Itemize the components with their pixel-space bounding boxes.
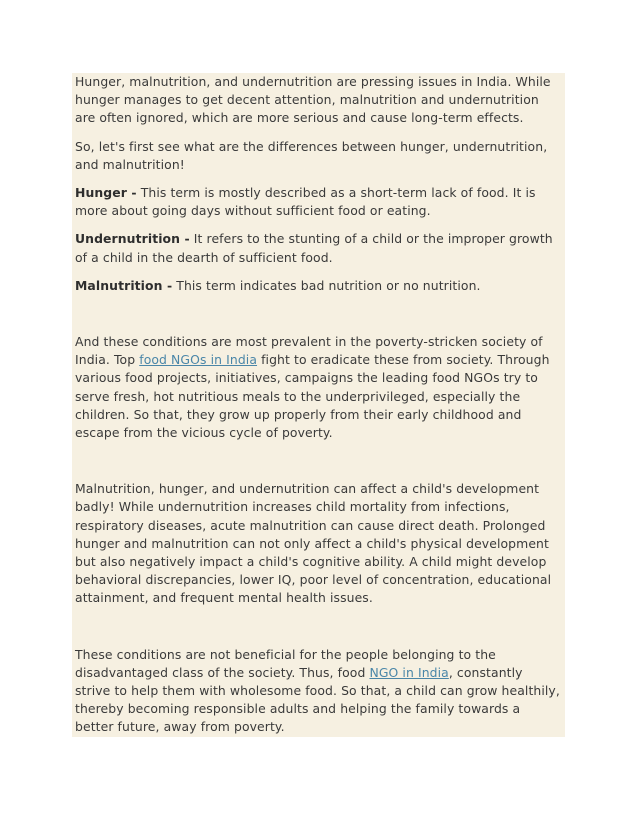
paragraph-intro: Hunger, malnutrition, and undernutrition are pressing issues in India. While hunger manages to get decent attention, malnutrition and undernutrition are often ignored, which are more serious and cause long-term effects. xyxy=(75,74,551,126)
term-malnutrition: Malnutrition - xyxy=(75,277,173,293)
spacer xyxy=(75,323,562,333)
spacer xyxy=(75,608,562,636)
ngo-in-india-link[interactable]: NGO in India xyxy=(369,664,449,680)
spacer xyxy=(75,295,562,323)
definition-malnutrition: This term indicates bad nutrition or no nutrition. xyxy=(172,277,481,293)
paragraph-undernutrition xyxy=(75,230,562,266)
paragraph-development: Malnutrition, hunger, and undernutrition can affect a child's development badly! While undernutrition increases child mortality from infections, respiratory diseases, acute malnutrition can cause direct death. Prolonged hunger and malnutrition can not only affect a child's physical development but also negatively impact a child's cognitive ability. A child might develop behavioral discrepancies, lower IQ, poor level of concentration, educational attainment, and frequent mental health issues. xyxy=(75,481,552,606)
definition-hunger: This term is mostly described as a short-term lack of food. It is more about going days without sufficient food or eating. xyxy=(75,185,536,219)
spacer xyxy=(75,442,562,470)
closing-text-start: These conditions are not beneficial for the people belonging to the disadvantaged class of the society. Thus, food xyxy=(75,646,496,680)
spacer xyxy=(75,267,562,277)
prevalent-text-end: fight to eradicate these from society. Through various food projects, initiatives, campaigns the leading food NGOs try to serve fresh, hot nutritious meals to the underprivileged, especially the children. So that, they grow up properly from their early childhood and escape from the vicious cycle of poverty. xyxy=(75,352,550,441)
paragraph-hunger xyxy=(75,184,562,220)
paragraph-malnutrition xyxy=(75,277,562,295)
prevalent-text-start: And these conditions are most prevalent in the poverty-stricken society of India. Top xyxy=(75,334,543,368)
document-body xyxy=(72,73,565,737)
paragraph-prevalent xyxy=(75,333,562,442)
term-hunger: Hunger - xyxy=(75,185,137,201)
spacer xyxy=(75,220,562,230)
term-undernutrition: Undernutrition - xyxy=(75,231,190,247)
paragraph-differences: So, let's first see what are the differences between hunger, undernutrition, and malnutrition! xyxy=(75,138,548,172)
spacer xyxy=(75,470,562,480)
closing-text-end: , constantly strive to help them with wholesome food. So that, a child can grow healthily, thereby becoming responsible adults and helping the family towards a better future, away from poverty. xyxy=(75,664,560,735)
paragraph-closing xyxy=(75,646,562,737)
spacer xyxy=(75,636,562,646)
article-block xyxy=(72,73,565,737)
spacer xyxy=(75,128,562,138)
spacer xyxy=(75,174,562,184)
definition-undernutrition: It refers to the stunting of a child or the improper growth of a child in the dearth of sufficient food. xyxy=(75,231,553,265)
food-ngos-link[interactable]: food NGOs in India xyxy=(139,352,258,368)
